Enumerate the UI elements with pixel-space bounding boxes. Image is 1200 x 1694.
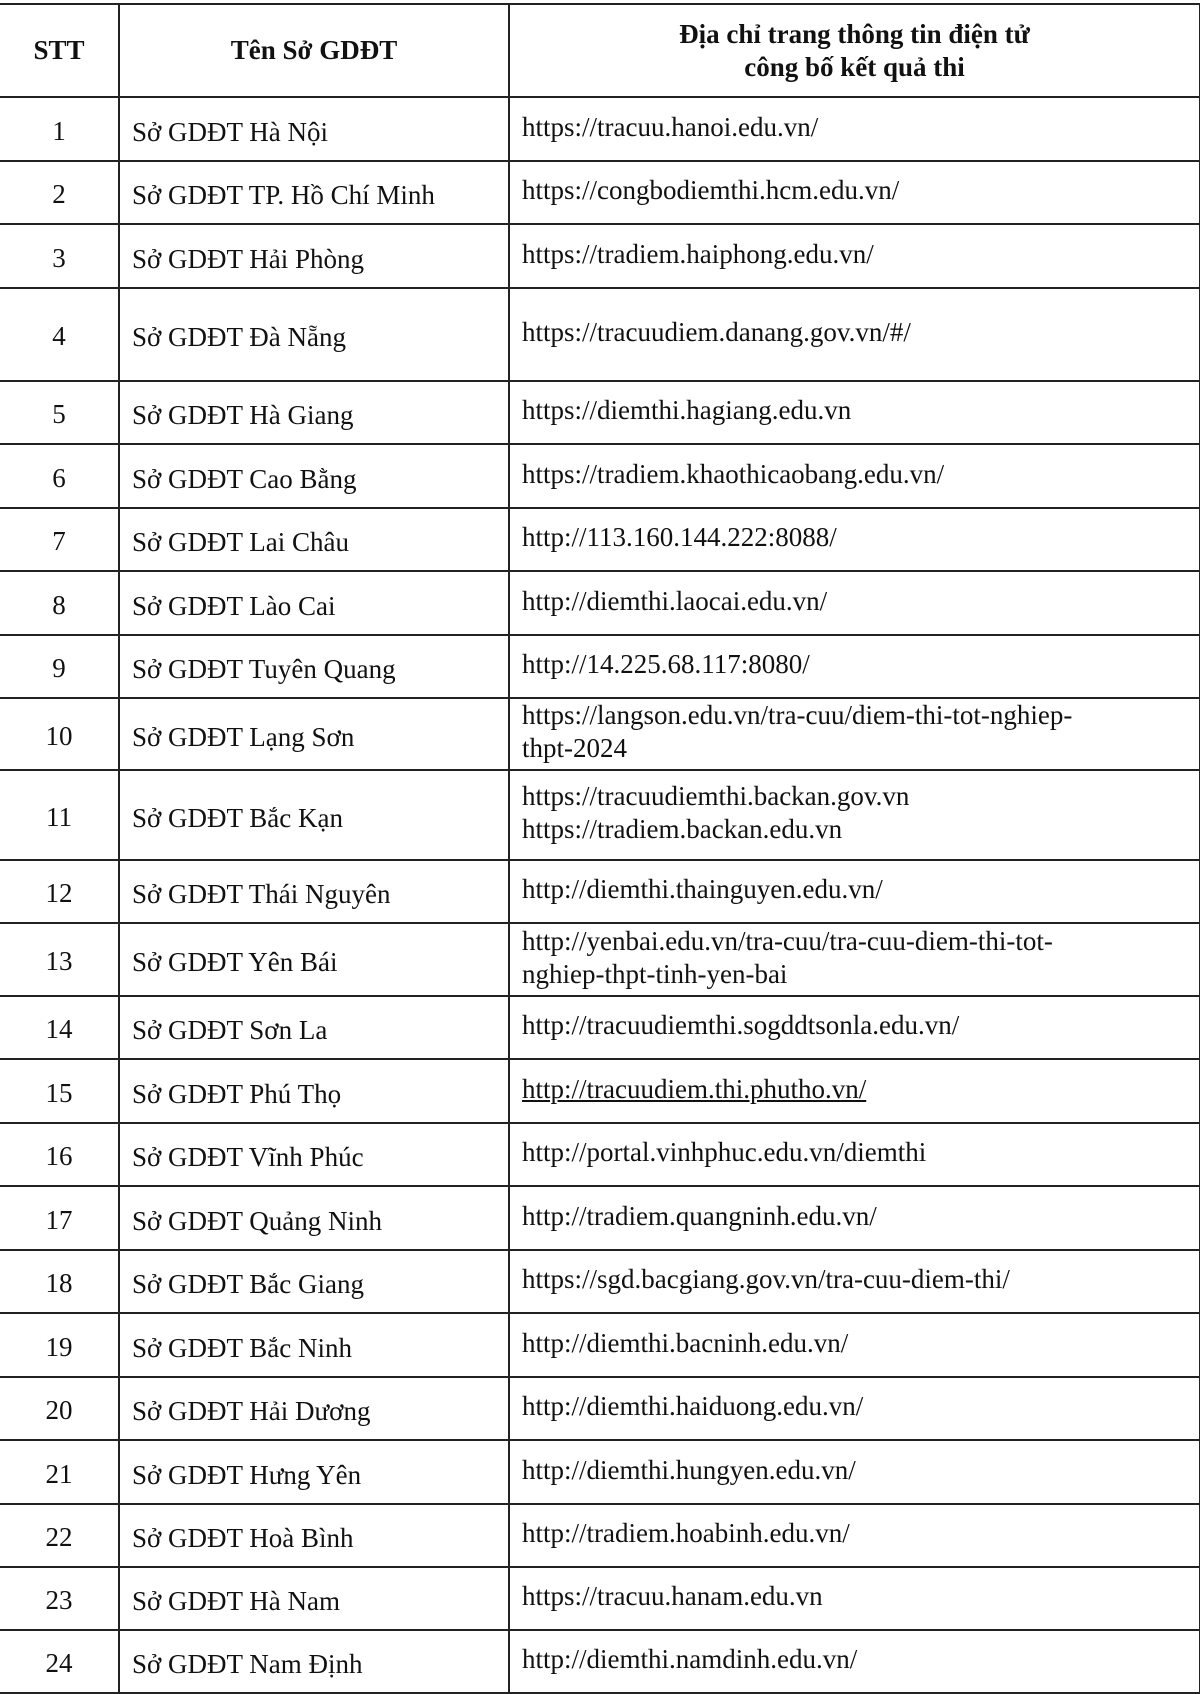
row-stt: 10 bbox=[0, 698, 119, 770]
website-url-link[interactable]: http://tracuudiem.thi.phutho.vn/ bbox=[522, 1073, 867, 1104]
website-url-link[interactable]: http://diemthi.thainguyen.edu.vn/ bbox=[522, 874, 883, 904]
row-department-name: Sở GDĐT Hưng Yên bbox=[119, 1440, 509, 1504]
row-website-address bbox=[509, 923, 1200, 996]
row-website-address bbox=[509, 444, 1200, 508]
table-header-row bbox=[0, 4, 1200, 97]
row-website-address bbox=[509, 1504, 1200, 1567]
row-department-name: Sở GDĐT Lào Cai bbox=[119, 571, 509, 635]
website-url-link[interactable]: http://113.160.144.222:8088/ bbox=[522, 522, 837, 552]
row-website-address bbox=[509, 224, 1200, 288]
row-website-address bbox=[509, 1630, 1200, 1693]
row-stt: 13 bbox=[0, 923, 119, 996]
table-row bbox=[0, 635, 1200, 698]
row-website-address bbox=[509, 97, 1200, 161]
row-stt: 8 bbox=[0, 571, 119, 635]
row-stt: 16 bbox=[0, 1123, 119, 1186]
website-url-link[interactable]: http://diemthi.laocai.edu.vn/ bbox=[522, 585, 828, 616]
table-row bbox=[0, 444, 1200, 508]
row-department-name: Sở GDĐT Lai Châu bbox=[119, 508, 509, 571]
row-stt: 2 bbox=[0, 161, 119, 224]
row-website-address bbox=[509, 381, 1200, 444]
row-website-address bbox=[509, 698, 1200, 770]
table-row bbox=[0, 770, 1200, 860]
row-stt: 6 bbox=[0, 444, 119, 508]
website-url-link[interactable]: http://14.225.68.117:8080/ bbox=[522, 649, 810, 679]
website-url-link[interactable]: http://tradiem.hoabinh.edu.vn/ bbox=[522, 1518, 850, 1548]
website-url-link[interactable]: https://tradiem.khaothicaobang.edu.vn/ bbox=[522, 458, 945, 489]
row-department-name: Sở GDĐT Tuyên Quang bbox=[119, 635, 509, 698]
row-department-name: Sở GDĐT Bắc Kạn bbox=[119, 770, 509, 860]
row-stt: 15 bbox=[0, 1059, 119, 1123]
table-row bbox=[0, 288, 1200, 381]
row-website-address bbox=[509, 288, 1200, 381]
table-row bbox=[0, 381, 1200, 444]
row-stt: 20 bbox=[0, 1377, 119, 1440]
website-url-link[interactable]: https://tradiem.backan.edu.vn bbox=[522, 814, 843, 844]
row-department-name: Sở GDĐT Bắc Giang bbox=[119, 1250, 509, 1313]
website-url-link[interactable]: https://diemthi.hagiang.edu.vn bbox=[522, 395, 852, 425]
row-website-address bbox=[509, 1377, 1200, 1440]
row-department-name: Sở GDĐT Hải Dương bbox=[119, 1377, 509, 1440]
table-row bbox=[0, 508, 1200, 571]
table-row bbox=[0, 1377, 1200, 1440]
website-url-link[interactable]: https://sgd.bacgiang.gov.vn/tra-cuu-diem-thi/ bbox=[522, 1264, 1010, 1294]
row-stt: 23 bbox=[0, 1567, 119, 1630]
website-url-link[interactable]: https://tracuudiem.danang.gov.vn/#/ bbox=[522, 317, 911, 347]
row-department-name: Sở GDĐT Quảng Ninh bbox=[119, 1186, 509, 1250]
row-department-name: Sở GDĐT Hà Giang bbox=[119, 381, 509, 444]
website-url-link[interactable]: http://diemthi.haiduong.edu.vn/ bbox=[522, 1391, 864, 1421]
table-row bbox=[0, 1123, 1200, 1186]
row-website-address bbox=[509, 996, 1200, 1059]
row-department-name: Sở GDĐT Thái Nguyên bbox=[119, 860, 509, 923]
table-row bbox=[0, 1504, 1200, 1567]
row-website-address bbox=[509, 571, 1200, 635]
website-url-link[interactable]: https://tracuu.hanoi.edu.vn/ bbox=[522, 111, 819, 142]
row-website-address bbox=[509, 860, 1200, 923]
row-department-name: Sở GDĐT Bắc Ninh bbox=[119, 1313, 509, 1377]
row-department-name: Sở GDĐT Sơn La bbox=[119, 996, 509, 1059]
website-url-link[interactable]: https://tracuudiemthi.backan.gov.vn bbox=[522, 781, 910, 811]
row-stt: 7 bbox=[0, 508, 119, 571]
header-website-address-line1: Địa chỉ trang thông tin điện tử bbox=[679, 18, 1030, 49]
website-url-link[interactable]: https://tracuu.hanam.edu.vn bbox=[522, 1581, 823, 1611]
row-website-address bbox=[509, 161, 1200, 224]
row-website-address bbox=[509, 1313, 1200, 1377]
row-website-address bbox=[509, 1567, 1200, 1630]
row-department-name: Sở GDĐT TP. Hồ Chí Minh bbox=[119, 161, 509, 224]
header-stt: STT bbox=[0, 4, 119, 97]
row-stt: 4 bbox=[0, 288, 119, 381]
row-department-name: Sở GDĐT Đà Nẵng bbox=[119, 288, 509, 381]
row-department-name: Sở GDĐT Hoà Bình bbox=[119, 1504, 509, 1567]
website-url-link[interactable]: http://diemthi.hungyen.edu.vn/ bbox=[522, 1454, 856, 1485]
row-department-name: Sở GDĐT Cao Bằng bbox=[119, 444, 509, 508]
website-url-link[interactable]: http://yenbai.edu.vn/tra-cuu/tra-cuu-diem-thi-tot- bbox=[522, 925, 1053, 956]
header-department-name: Tên Sở GDĐT bbox=[119, 4, 509, 97]
row-stt: 24 bbox=[0, 1630, 119, 1693]
exam-results-table-container bbox=[0, 3, 1199, 1694]
table-row bbox=[0, 996, 1200, 1059]
row-stt: 3 bbox=[0, 224, 119, 288]
row-stt: 11 bbox=[0, 770, 119, 860]
row-website-address bbox=[509, 508, 1200, 571]
table-row bbox=[0, 1440, 1200, 1504]
row-stt: 19 bbox=[0, 1313, 119, 1377]
row-website-address bbox=[509, 1059, 1200, 1123]
table-row bbox=[0, 923, 1200, 996]
row-website-address bbox=[509, 1440, 1200, 1504]
website-url-link[interactable]: http://tradiem.quangninh.edu.vn/ bbox=[522, 1200, 877, 1231]
website-url-link[interactable]: http://tracuudiemthi.sogddtsonla.edu.vn/ bbox=[522, 1010, 960, 1040]
website-url-link[interactable]: http://portal.vinhphuc.edu.vn/diemthi bbox=[522, 1137, 927, 1167]
row-website-address bbox=[509, 635, 1200, 698]
header-website-address bbox=[509, 4, 1200, 97]
row-stt: 9 bbox=[0, 635, 119, 698]
row-stt: 14 bbox=[0, 996, 119, 1059]
exam-results-sites-table bbox=[0, 3, 1200, 1694]
row-stt: 5 bbox=[0, 381, 119, 444]
table-row bbox=[0, 1250, 1200, 1313]
row-department-name: Sở GDĐT Lạng Sơn bbox=[119, 698, 509, 770]
row-department-name: Sở GDĐT Vĩnh Phúc bbox=[119, 1123, 509, 1186]
website-url-link[interactable]: nghiep-thpt-tinh-yen-bai bbox=[522, 958, 788, 989]
table-row bbox=[0, 161, 1200, 224]
row-stt: 18 bbox=[0, 1250, 119, 1313]
row-department-name: Sở GDĐT Hà Nội bbox=[119, 97, 509, 161]
table-row bbox=[0, 571, 1200, 635]
row-website-address bbox=[509, 770, 1200, 860]
row-department-name: Sở GDĐT Hà Nam bbox=[119, 1567, 509, 1630]
row-website-address bbox=[509, 1250, 1200, 1313]
table-body bbox=[0, 97, 1200, 1693]
table-row bbox=[0, 1313, 1200, 1377]
row-website-address bbox=[509, 1123, 1200, 1186]
table-row bbox=[0, 1059, 1200, 1123]
table-row bbox=[0, 1630, 1200, 1693]
row-department-name: Sở GDĐT Yên Bái bbox=[119, 923, 509, 996]
website-url-link[interactable]: http://diemthi.namdinh.edu.vn/ bbox=[522, 1644, 858, 1674]
row-department-name: Sở GDĐT Nam Định bbox=[119, 1630, 509, 1693]
website-url-link[interactable]: https://tradiem.haiphong.edu.vn/ bbox=[522, 238, 874, 269]
row-stt: 17 bbox=[0, 1186, 119, 1250]
table-row bbox=[0, 698, 1200, 770]
table-row bbox=[0, 224, 1200, 288]
row-department-name: Sở GDĐT Hải Phòng bbox=[119, 224, 509, 288]
row-stt: 1 bbox=[0, 97, 119, 161]
website-url-link[interactable]: https://congbodiemthi.hcm.edu.vn/ bbox=[522, 175, 900, 205]
row-department-name: Sở GDĐT Phú Thọ bbox=[119, 1059, 509, 1123]
table-row bbox=[0, 1567, 1200, 1630]
table-row bbox=[0, 1186, 1200, 1250]
website-url-link[interactable]: https://langson.edu.vn/tra-cuu/diem-thi-tot-nghiep- bbox=[522, 700, 1073, 730]
website-url-link[interactable]: thpt-2024 bbox=[522, 733, 627, 763]
header-website-address-line2: công bố kết quả thi bbox=[744, 51, 965, 82]
row-stt: 12 bbox=[0, 860, 119, 923]
row-website-address bbox=[509, 1186, 1200, 1250]
table-row bbox=[0, 97, 1200, 161]
website-url-link[interactable]: http://diemthi.bacninh.edu.vn/ bbox=[522, 1327, 849, 1358]
row-stt: 21 bbox=[0, 1440, 119, 1504]
table-row bbox=[0, 860, 1200, 923]
row-stt: 22 bbox=[0, 1504, 119, 1567]
